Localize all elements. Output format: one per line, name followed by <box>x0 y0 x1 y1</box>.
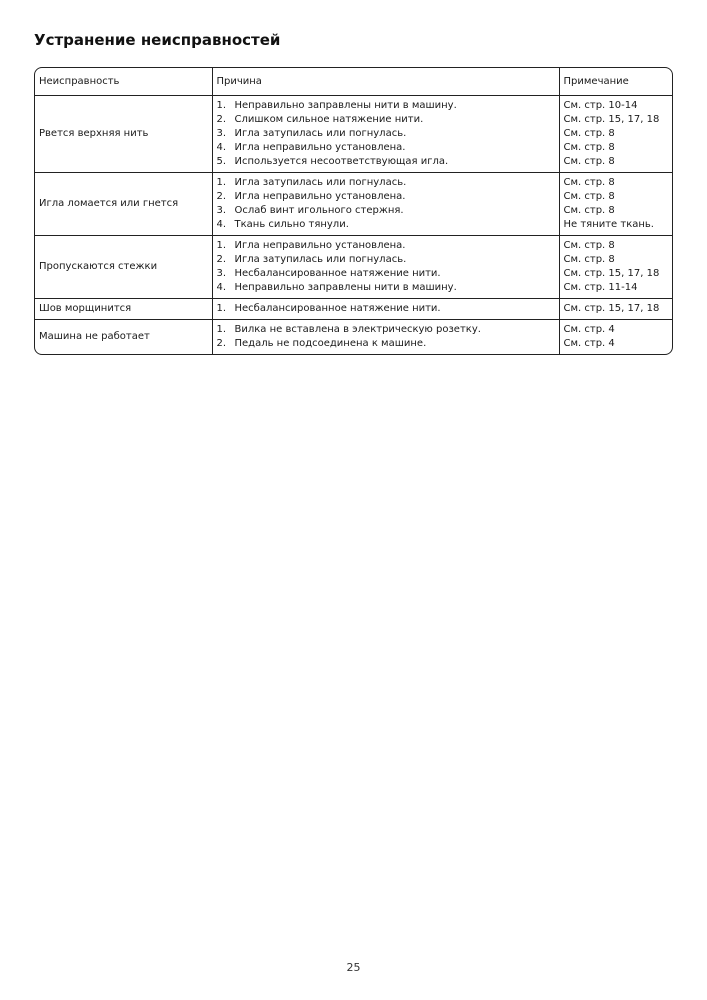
note-line: См. стр. 11-14 <box>563 282 638 293</box>
cause-item <box>217 127 555 141</box>
cause-number: 2. <box>216 338 227 349</box>
cause-number: 1. <box>216 240 227 251</box>
cause-text: Неправильно заправлены нити в машину. <box>234 100 457 111</box>
cause-item <box>217 337 555 351</box>
cause-number: 2. <box>216 191 227 202</box>
header-note: Примечание <box>559 68 672 96</box>
cause-item <box>217 113 555 127</box>
cause-number: 2. <box>216 254 227 265</box>
note-line: См. стр. 8 <box>563 191 615 202</box>
cause-list <box>217 323 555 351</box>
cause-cell <box>212 96 559 173</box>
cause-number: 4. <box>216 219 227 230</box>
problem-cell: Рвется верхняя нить <box>35 96 212 173</box>
cause-cell <box>212 299 559 320</box>
cause-cell <box>212 236 559 299</box>
note-cell <box>559 320 672 355</box>
note-line: См. стр. 8 <box>563 254 615 265</box>
table-row <box>35 96 672 173</box>
cause-text: Несбалансированное натяжение нити. <box>234 303 441 314</box>
page-number: 25 <box>346 961 361 974</box>
cause-text: Слишком сильное натяжение нити. <box>234 114 424 125</box>
page-title: Устранение неисправностей <box>34 31 281 49</box>
cause-item <box>217 204 555 218</box>
cause-text: Ткань сильно тянули. <box>234 219 349 230</box>
cause-number: 5. <box>216 156 227 167</box>
cause-number: 4. <box>216 282 227 293</box>
note-line: См. стр. 8 <box>563 128 615 139</box>
cause-list <box>217 176 555 232</box>
problem-cell: Игла ломается или гнется <box>35 173 212 236</box>
cause-item <box>217 323 555 337</box>
note-line: См. стр. 15, 17, 18 <box>563 268 660 279</box>
cause-item <box>217 218 555 232</box>
cause-text: Педаль не подсоединена к машине. <box>234 338 427 349</box>
note-line: См. стр. 8 <box>563 205 615 216</box>
cause-text: Игла затупилась или погнулась. <box>234 128 407 139</box>
table-row <box>35 236 672 299</box>
cause-text: Игла затупилась или погнулась. <box>234 254 407 265</box>
cause-list <box>217 302 555 316</box>
note-cell <box>559 299 672 320</box>
table-header-row <box>35 68 672 96</box>
cause-item <box>217 99 555 113</box>
cause-item <box>217 176 555 190</box>
problem-cell: Шов морщинится <box>35 299 212 320</box>
note-line: См. стр. 8 <box>563 177 615 188</box>
table-row <box>35 320 672 355</box>
table-row <box>35 173 672 236</box>
cause-text: Игла неправильно установлена. <box>234 142 406 153</box>
cause-list <box>217 99 555 169</box>
cause-number: 4. <box>216 142 227 153</box>
cause-text: Ослаб винт игольного стержня. <box>234 205 404 216</box>
header-cause: Причина <box>212 68 559 96</box>
cause-text: Игла неправильно установлена. <box>234 191 406 202</box>
note-line: См. стр. 8 <box>563 156 615 167</box>
note-cell <box>559 173 672 236</box>
cause-cell <box>212 320 559 355</box>
cause-number: 2. <box>216 114 227 125</box>
cause-text: Игла неправильно установлена. <box>234 240 406 251</box>
note-line: См. стр. 15, 17, 18 <box>563 303 660 314</box>
cause-item <box>217 239 555 253</box>
note-cell <box>559 236 672 299</box>
cause-text: Игла затупилась или погнулась. <box>234 177 407 188</box>
note-cell <box>559 96 672 173</box>
cause-item <box>217 302 555 316</box>
cause-number: 3. <box>216 268 227 279</box>
note-line: Не тяните ткань. <box>563 219 654 230</box>
cause-number: 1. <box>216 303 227 314</box>
table-row <box>35 299 672 320</box>
cause-cell <box>212 173 559 236</box>
note-line: См. стр. 15, 17, 18 <box>563 114 660 125</box>
cause-item <box>217 267 555 281</box>
header-problem: Неисправность <box>35 68 212 96</box>
cause-item <box>217 190 555 204</box>
cause-number: 1. <box>216 177 227 188</box>
problem-cell: Пропускаются стежки <box>35 236 212 299</box>
cause-text: Несбалансированное натяжение нити. <box>234 268 441 279</box>
cause-item <box>217 155 555 169</box>
note-line: См. стр. 4 <box>563 338 615 349</box>
cause-number: 1. <box>216 100 227 111</box>
note-line: См. стр. 8 <box>563 142 615 153</box>
table-body <box>35 96 672 355</box>
problem-cell: Машина не работает <box>35 320 212 355</box>
cause-list <box>217 239 555 295</box>
cause-number: 3. <box>216 205 227 216</box>
note-line: См. стр. 10-14 <box>563 100 638 111</box>
cause-number: 3. <box>216 128 227 139</box>
troubleshooting-table <box>34 67 673 355</box>
cause-item <box>217 253 555 267</box>
note-line: См. стр. 8 <box>563 240 615 251</box>
cause-text: Неправильно заправлены нити в машину. <box>234 282 457 293</box>
cause-number: 1. <box>216 324 227 335</box>
note-line: См. стр. 4 <box>563 324 615 335</box>
cause-text: Вилка не вставлена в электрическую розетку. <box>234 324 481 335</box>
cause-text: Используется несоответствующая игла. <box>234 156 449 167</box>
cause-item <box>217 141 555 155</box>
cause-item <box>217 281 555 295</box>
